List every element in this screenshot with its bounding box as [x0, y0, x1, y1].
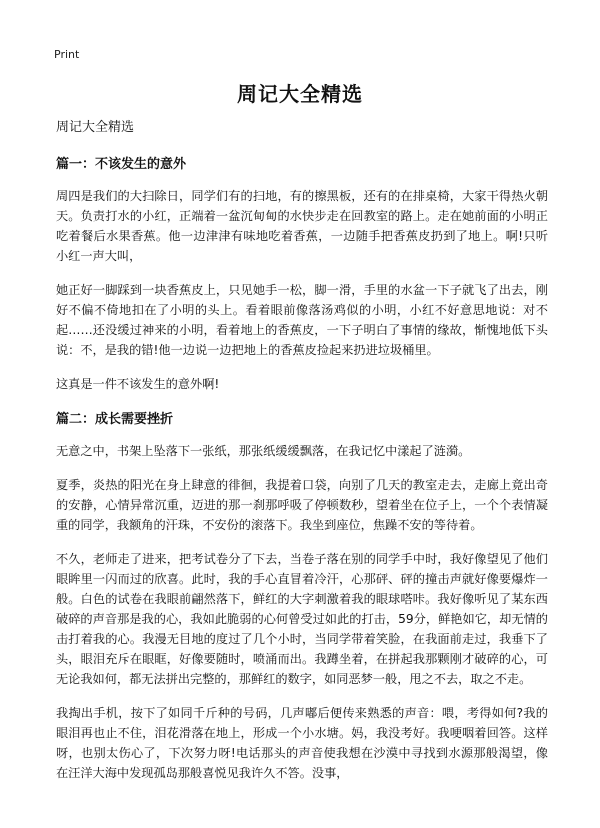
paragraph: 无意之中，书架上坠落下一张纸，那张纸缓缓飘落，在我记忆中漾起了涟漪。 — [56, 444, 471, 458]
print-link[interactable]: Print — [54, 48, 80, 61]
document-subtitle: 周记大全精选 — [56, 120, 135, 135]
section-heading-2: 篇二：成长需要挫折 — [56, 412, 174, 427]
paragraph: 我掏出手机，按下了如同千斤种的号码，几声嘟后便传来熟悉的声音：喂，考得如何?我的眼泪再也止不住，泪花滑落在地上，形成一个小水塘。妈，我没考好。我哽咽着回答。这样呀，也别太伤心了，下次努力呀!电话那头的声音使我想在沙漠中寻找到水源那般渴望，像在汪洋大海中发现孤岛那般喜悦见我许久不答。没事， — [56, 706, 548, 780]
document-title: 周记大全精选 — [237, 82, 363, 106]
section-heading-1: 篇一：不该发生的意外 — [56, 157, 187, 172]
paragraph: 夏季，炎热的阳光在身上肆意的徘徊，我提着口袋，向别了几天的教室走去，走廊上竟出奇的安静，心情异常沉重，迈进的那一刹那呼吸了停顿数秒，望着坐在位子上，一个个表情凝重的同学，我额角的汗珠，不安份的滚落下。我坐到座位，焦躁不安的等待着。 — [56, 478, 548, 532]
paragraph: 这真是一件不该发生的意外啊! — [56, 377, 220, 391]
paragraph: 周四是我们的大扫除日，同学们有的扫地，有的擦黑板，还有的在排桌椅，大家干得热火朝天。负责打水的小红，正端着一盆沉甸甸的水快步走在回教室的路上。走在她前面的小明正吃着餐后水果香蕉。他一边津津有味地吃着香蕉，一边随手把香蕉皮扔到了地上。啊!只听小红一声大叫， — [56, 189, 548, 263]
paragraph: 不久，老师走了进来，把考试卷分了下去，当卷子落在别的同学手中时，我好像望见了他们眼眸里一闪而过的欣喜。此时，我的手心直冒着冷汗，心那砰、砰的撞击声就好像要爆炸一般。白色的试卷在我眼前翩然落下，鲜红的大字刺激着我的眼球嗒咔。我好像听见了某东西破碎的声音那是我的心，我如此脆弱的心何曾受过如此的打击，59分，鲜艳如它，却无情的击打着我的心。我漫无目地的度过了几个小时，当同学带着笑脸，在我面前走过，我垂下了头，眼泪充斥在眼眶，好像要随时，喷涌而出。我蹲坐着，在拼起我那颗刚才破碎的心，可无论我如何，都无法拼出完整的，那鲜红的数字，如同恶梦一般，甩之不去，取之不走。 — [56, 552, 548, 686]
paragraph: 她正好一脚踩到一块香蕉皮上，只见她手一松，脚一滑，手里的水盆一下子就飞了出去，刚好不偏不倚地扣在了小明的头上。看着眼前像落汤鸡似的小明，小红不好意思地说：对不起……还没缓过神来的小明，看着地上的香蕉皮，一下子明白了事情的缘故，惭愧地低下头说：不，是我的错!他一边说一边把地上的香蕉皮捡起来扔进垃圾桶里。 — [56, 283, 548, 357]
document-body — [56, 116, 548, 797]
